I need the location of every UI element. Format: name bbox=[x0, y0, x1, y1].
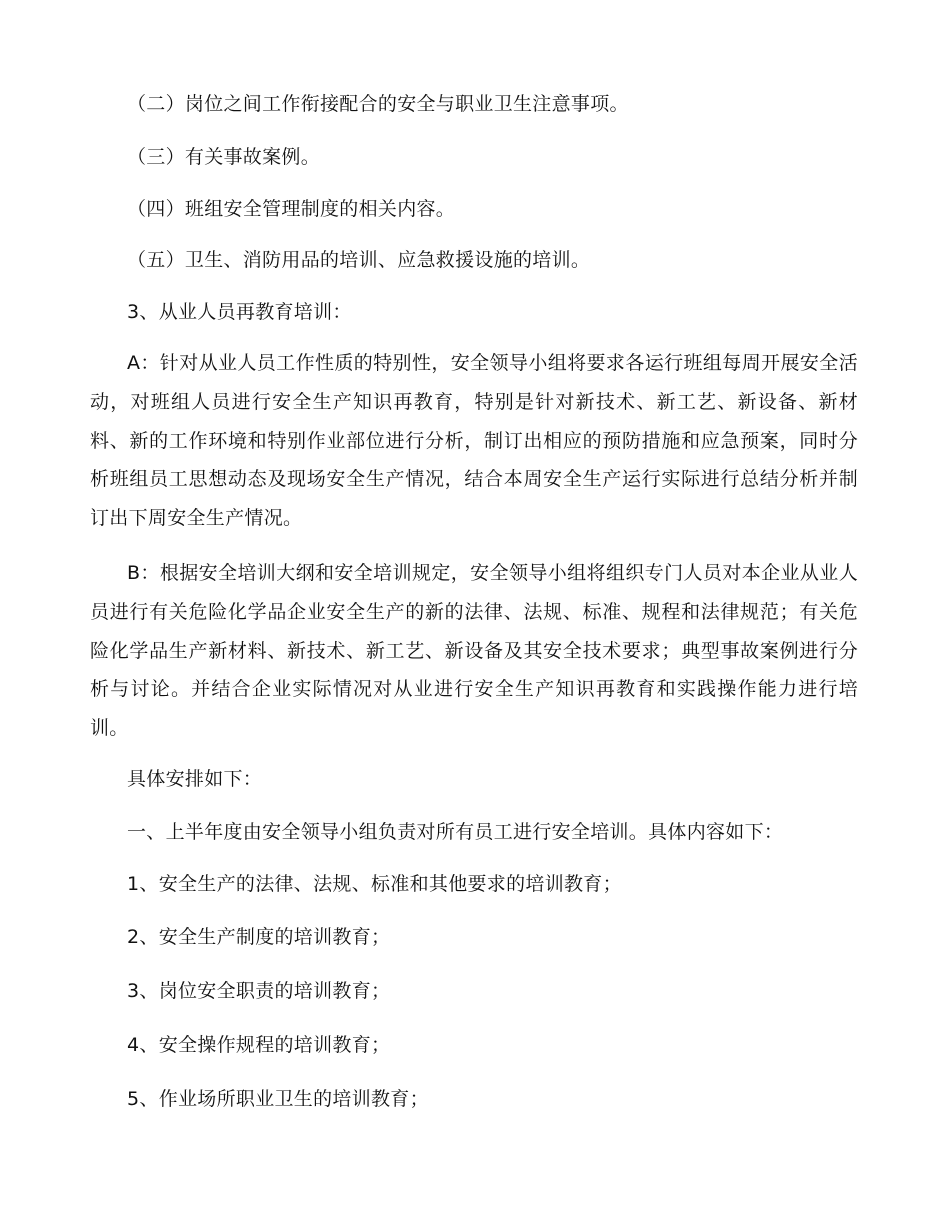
item-5-text: （五）卫生、消防用品的培训、应急救援设施的培训。 bbox=[127, 249, 591, 271]
paragraph-b: B：根据安全培训大纲和安全培训规定，安全领导小组将组织专门人员对本企业从业人员进行有关危险化学品企业安全生产的新的法律、法规、标准、规程和法律规范；有关危险化学品生产新材料、新技术、新工艺、新设备及其安全技术要求；典型事故案例进行分析与讨论。并结合企业实际情况对从业进行安全生产知识再教育和实践操作能力进行培训。 bbox=[90, 562, 858, 740]
part-1-heading: 一、上半年度由安全领导小组负责对所有员工进行安全培训。具体内容如下： bbox=[127, 821, 784, 843]
list-item-1: 1、安全生产的法律、法规、标准和其他要求的培训教育； bbox=[127, 873, 622, 895]
list-item-5: 5、作业场所职业卫生的培训教育； bbox=[127, 1088, 429, 1110]
list-item-3: 3、岗位安全职责的培训教育； bbox=[127, 980, 391, 1002]
item-3-text: （三）有关事故案例。 bbox=[127, 146, 321, 168]
item-2-text: （二）岗位之间工作衔接配合的安全与职业卫生注意事项。 bbox=[127, 93, 629, 115]
list-item-4: 4、安全操作规程的培训教育； bbox=[127, 1034, 391, 1056]
item-4-text: （四）班组安全管理制度的相关内容。 bbox=[127, 198, 456, 220]
section-3-heading: 3、从业人员再教育培训： bbox=[127, 301, 352, 323]
list-item-2: 2、安全生产制度的培训教育； bbox=[127, 926, 391, 948]
arrangement-heading: 具体安排如下： bbox=[127, 768, 263, 790]
paragraph-a: A：针对从业人员工作性质的特别性，安全领导小组将要求各运行班组每周开展安全活动，对班组人员进行安全生产知识再教育，特别是针对新技术、新工艺、新设备、新材料、新的工作环境和特别作业部位进行分析，制订出相应的预防措施和应急预案，同时分析班组员工思想动态及现场安全生产情况，结合本周安全生产运行实际进行总结分析并制订出下周安全生产情况。 bbox=[90, 352, 858, 530]
